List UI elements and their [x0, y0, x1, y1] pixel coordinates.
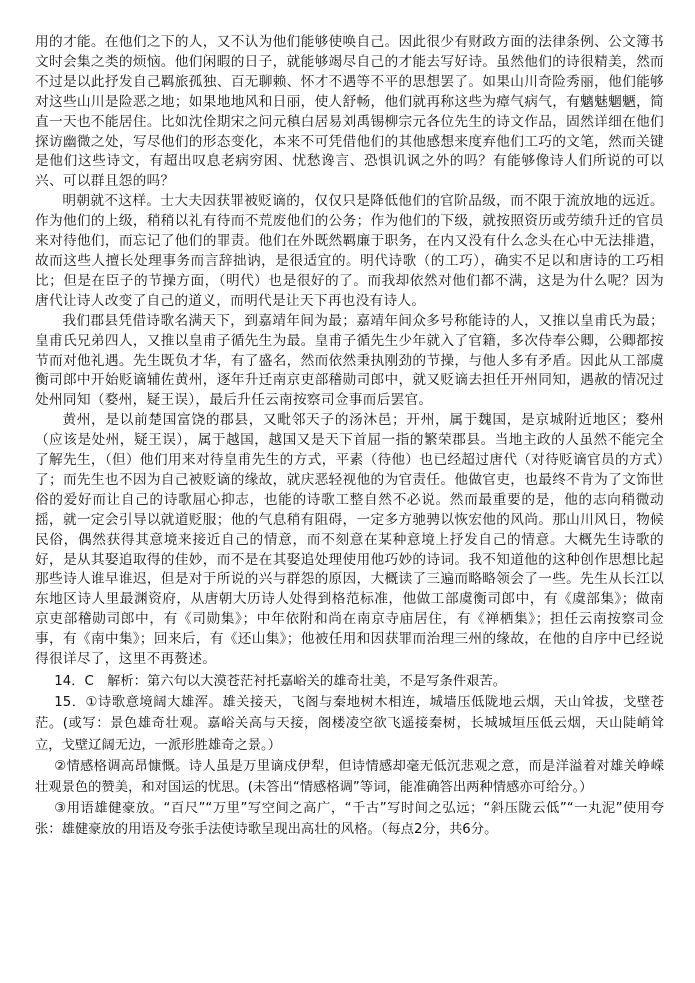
translation-text: [35, 33, 664, 670]
answer-q15-point-1: 15．①诗歌意境阔大雄浑。雄关接天，飞阁与秦地树木相连，城墙压低陇地云烟，天山耸拔，戈壁苍茫。(或写：景色雄奇壮观。嘉峪关高与天接，阁楼凌空欲飞遥接秦树，长城城垣压低云烟，天山陡峭耸立，戈壁辽阔无边，一派形胜雄奇之景。）: [35, 695, 664, 753]
translation-paragraph-3: 我们郡县凭借诗歌名满天下，到嘉靖年间为最；嘉靖年间众多号称能诗的人，又推以皇甫氏为最；皇甫氏兄弟四人，又推以皇甫子循先生为最。皇甫子循先生少年就入了官籍，多次侍奉公卿，公卿都按节而对他礼遇。先生既负才华，有了盛名，然而依然秉执刚劲的节操，与他人多有矛盾。因此从工部虞衡司郎中开始贬谪辅佐黄州，逐年升迁南京吏部稽勋司郎中，就又贬谪去担任开州同知，遇赦的情况过处州同知（婺州，疑王误），最后升任云南按察司佥事而后罢官。: [35, 312, 664, 409]
translation-paragraph-2: 明朝就不这样。士大夫因获罪被贬谪的，仅仅只是降低他们的官阶品级，而不限于流放地的远近。作为他们的上级，稍稍以礼有待而不荒废他们的公务；作为他们的下级，就按照资历或劳绩升迁的官员来对待他们，而忘记了他们的罪责。他们在外既然羁廉于职务，在内又没有什么念头在心中无法排遣，故而这些人擅长处理事务而言辞拙讷，是很适宜的。明代诗歌（的工巧），确实不足以和唐诗的工巧相比；但是在臣子的节操方面，（明代）也是很好的了。而我却依然对他们都不满，这是为什么呢？因为唐代让诗人改变了自己的道义，而明代是让天下再也没有诗人。: [35, 193, 664, 309]
translation-paragraph-1: 用的才能。在他们之下的人，又不认为他们能够使唤自己。因此很少有财政方面的法律条例、公文簿书文时会集之类的烦恼。他们闲暇的日子，就能够竭尽自己的才能去写好诗。虽然他们的诗很精美，然而不过是以此抒发自己羁旅孤独、百无聊赖、怀才不遇等不平的思想罢了。如果山川奇险秀丽，他们能够对这些山川是险恶之地；如果地地风和日丽，使人舒畅，他们就再称这些为瘴气病气，有魑魅魍魉，简直一天也不能居住。比如沈佺期宋之问元稹白居易刘禹锡柳宗元各位先生的诗文作品，固然详细在他们探访幽微之处，写尽他们的形态变化，本来不可凭借他们的其他感想来度弃他们工巧的文笔，然而关键是他们这些诗文，有超出叹息老病穷困、忧愁谗言、恐惧讥讽之外的吗？有能够像诗人们所说的可以兴、可以群且怨的吗？: [35, 34, 664, 190]
answer-key: [35, 671, 664, 841]
translation-paragraph-4: 黄州，是以前楚国富饶的郡县，又毗邻天子的汤沐邑；开州，属于魏国，是京城附近地区；婺州（应该是处州，疑王误），属于越国，越国又是天下首屈一指的繁荣郡县。当地主政的人虽然不能完全了解先生，（但）他们用来对待皇甫先生的方式，平素（待他）也已经超过唐代（对待贬谪官员的方式）了；而先生也不因为自己被贬谪的缘故，就庆恶轻视他的为官责任。他做官吏，也最终不肯为了文饰世俗的爱好而让自己的诗歌屈心抑志，也能的诗歌工整自然不必说。然而最重要的是，他的志向稍微动摇，就一定会引导以就道贬服；他的气息稍有阻碍，一定多方驰骋以恢宏他的风尚。那山川风日，物候民俗，偶然获得其意境来接近自己的情意，而不刻意在某种意境上抒发自己的情意。大概先生诗歌的好，是从其娶追取得的佳妙，而不是在其娶追处理使用他巧妙的诗词。我不知道他的这种创作思想比起那些诗人谁早谁迟，但是对于所说的兴与群怨的原因，大概读了三遍而略略领会了一些。先生从长江以东地区诗人里最渊资府，从唐朝大历诗人处得到格范标准，他做工部虞衡司郎中，有《虞部集》；做南京吏部稽勋司郎中，有《司勋集》；中年依附和尚在南京寺庙居住，有《禅栖集》；担任云南按察司佥事，有《南中集》；回来后，有《还山集》；他被任用和因获罪而治理三州的缘故，在他的自序中已经说得很详尽了，这里不再赘述。: [35, 412, 664, 668]
answer-q14: 14．C 解析：第六句以大漠苍茫衬托嘉峪关的雄奇壮美，不是写条件艰苦。: [54, 674, 506, 689]
answer-q15-point-2: ②情感格调高昂慷慨。诗人虽是万里谪戍伊犁，但诗情感却毫无低沉悲观之意，而是洋溢着对雄关峥嵘壮观景色的赞美，和对国运的忧思。(未答出“情感格调”等词，能准确答出两种情感亦可给分。）: [35, 758, 664, 796]
answer-q15-point-3: ③用语雄健豪放。“百尺”“万里”写空间之高广，“千古”写时间之弘远；“斜压陇云低”“一丸泥”使用夸张：雄健豪放的用语及夸张手法使诗歌呈现出高壮的风格。（每点2分，共6分。: [35, 801, 664, 838]
